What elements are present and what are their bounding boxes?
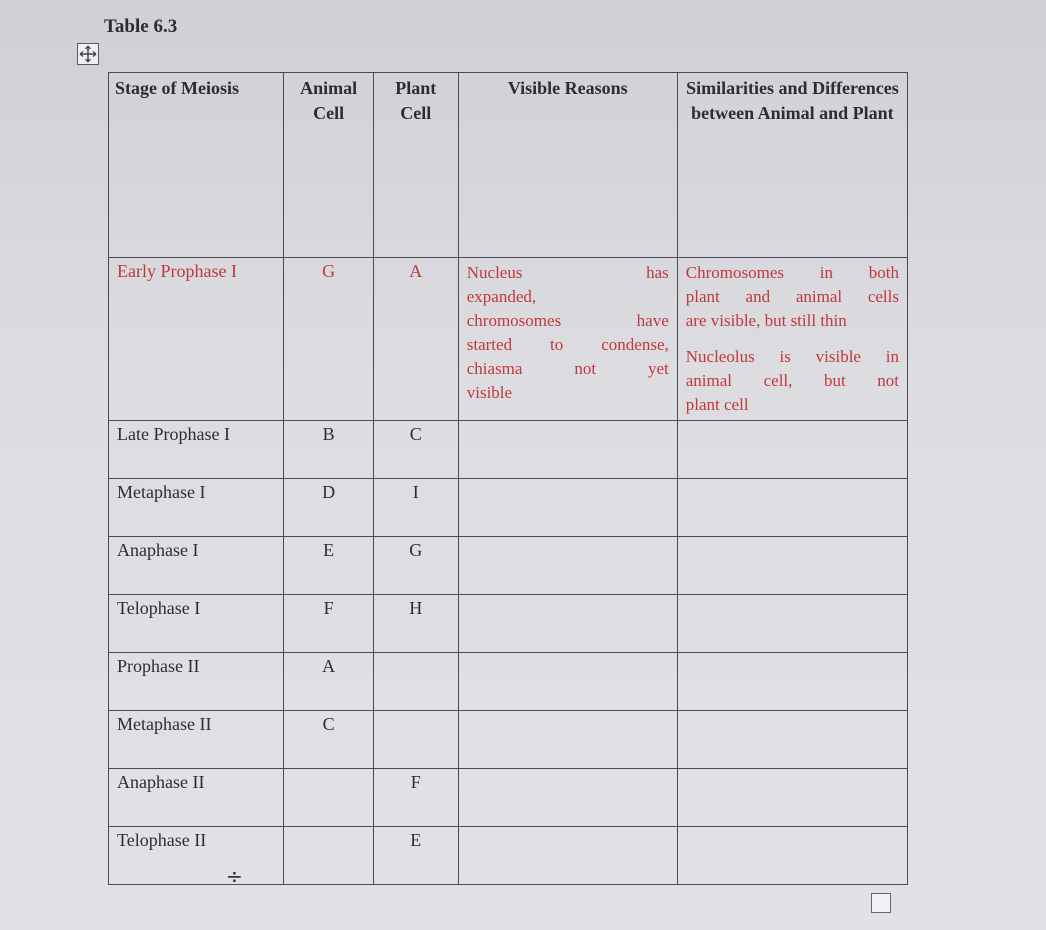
table-row (109, 421, 908, 479)
cell-stage[interactable]: Metaphase I (109, 479, 284, 537)
table-row (109, 537, 908, 595)
cell-similarities[interactable] (677, 421, 907, 479)
cell-visible-reasons[interactable] (458, 479, 677, 537)
similarity-line: Nucleolus is visible in (685, 347, 899, 366)
cell-stage[interactable]: Early Prophase I (109, 258, 284, 421)
cell-animal[interactable]: G (284, 258, 373, 421)
cell-visible-reasons[interactable] (458, 769, 677, 827)
cell-plant[interactable]: E (373, 827, 458, 885)
cell-similarities[interactable] (677, 595, 907, 653)
table-row-early-prophase-1 (109, 258, 908, 421)
cell-stage[interactable]: Metaphase II (109, 711, 284, 769)
cell-visible-reasons[interactable] (458, 537, 677, 595)
table-row (109, 711, 908, 769)
cell-plant[interactable]: C (373, 421, 458, 479)
reason-line: chiasma not yet (466, 359, 669, 378)
cell-plant[interactable]: F (373, 769, 458, 827)
meiosis-table (108, 72, 908, 885)
reason-line: Nucleus has (466, 263, 669, 282)
cell-animal[interactable]: B (284, 421, 373, 479)
table-row (109, 653, 908, 711)
cell-stage[interactable]: Telophase I (109, 595, 284, 653)
cell-similarities[interactable] (677, 479, 907, 537)
cell-stage[interactable]: Telophase II (109, 827, 284, 885)
cell-visible-reasons[interactable] (458, 421, 677, 479)
header-stage[interactable]: Stage of Meiosis (109, 73, 284, 258)
similarity-line: Chromosomes in both (685, 263, 899, 282)
cell-visible-reasons[interactable] (458, 595, 677, 653)
cell-animal[interactable]: A (284, 653, 373, 711)
cell-plant[interactable] (373, 711, 458, 769)
cell-similarities[interactable] (677, 827, 907, 885)
header-animal-cell[interactable]: Animal Cell (284, 73, 373, 258)
cell-similarities[interactable] (677, 537, 907, 595)
cell-animal[interactable]: E (284, 537, 373, 595)
cell-plant[interactable] (373, 653, 458, 711)
cell-stage[interactable]: Anaphase II (109, 769, 284, 827)
table-row (109, 479, 908, 537)
similarity-line: are visible, but still thin (685, 311, 847, 330)
cell-plant[interactable]: G (373, 537, 458, 595)
table-row (109, 769, 908, 827)
cell-plant[interactable]: A (373, 258, 458, 421)
cell-plant[interactable]: I (373, 479, 458, 537)
table-caption: Table 6.3 (104, 16, 178, 37)
cell-similarities[interactable] (677, 258, 907, 421)
table-resize-handle-icon[interactable] (871, 893, 891, 913)
cell-animal[interactable] (284, 769, 373, 827)
header-visible-reasons[interactable]: Visible Reasons (458, 73, 677, 258)
cell-visible-reasons[interactable] (458, 711, 677, 769)
cell-stage[interactable]: Prophase II (109, 653, 284, 711)
reason-line: started to condense, (466, 335, 669, 354)
cell-similarities[interactable] (677, 711, 907, 769)
cell-stage[interactable]: Late Prophase I (109, 421, 284, 479)
cell-animal[interactable]: C (284, 711, 373, 769)
cell-similarities[interactable] (677, 769, 907, 827)
reason-line: chromosomes have (466, 311, 669, 330)
cell-animal[interactable] (284, 827, 373, 885)
similarity-line: plant and animal cells (685, 287, 899, 306)
similarity-line: animal cell, but not (685, 371, 899, 390)
similarity-line: plant cell (685, 395, 749, 414)
cell-visible-reasons[interactable] (458, 258, 677, 421)
table-header-row (109, 73, 908, 258)
cell-animal[interactable]: D (284, 479, 373, 537)
reason-line: expanded, (466, 287, 537, 306)
cell-plant[interactable]: H (373, 595, 458, 653)
cell-visible-reasons[interactable] (458, 653, 677, 711)
table-move-handle-icon[interactable] (77, 43, 99, 65)
table-row (109, 595, 908, 653)
header-similarities[interactable]: Similarities and Differences between Animal and Plant (677, 73, 907, 258)
cell-animal[interactable]: F (284, 595, 373, 653)
reason-line: visible (466, 383, 513, 402)
cell-stage[interactable]: Anaphase I (109, 537, 284, 595)
table-insert-row-icon[interactable]: ÷ (226, 864, 243, 888)
header-plant-cell[interactable]: Plant Cell (373, 73, 458, 258)
cell-similarities[interactable] (677, 653, 907, 711)
cell-visible-reasons[interactable] (458, 827, 677, 885)
